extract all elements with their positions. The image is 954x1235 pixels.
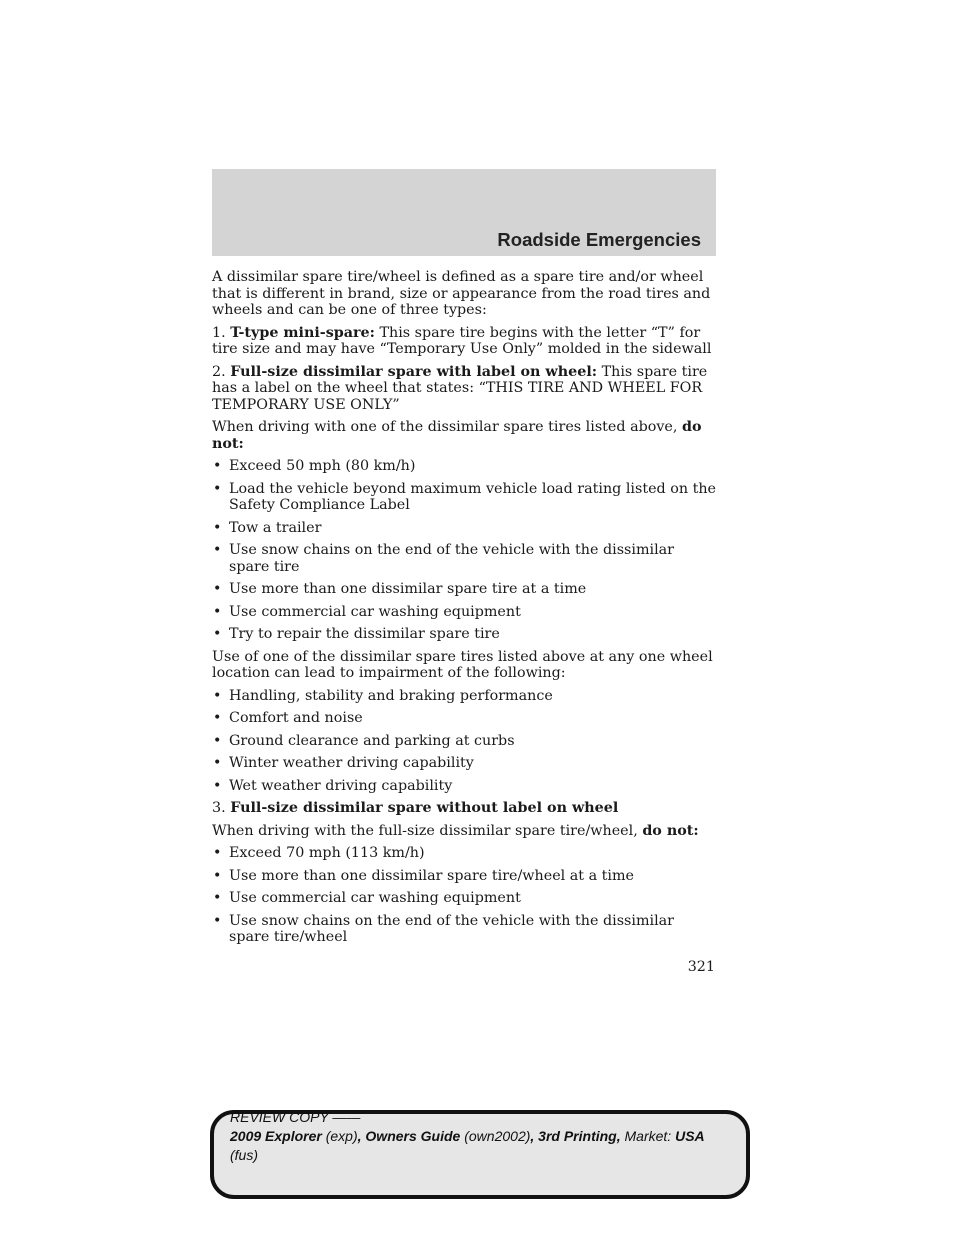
type-2-text: This spare tire has a label on the wheel that states: “THIS TIRE AND WHEEL FOR TEMPORARY USE ONLY” (212, 363, 708, 413)
list-item: • Wet weather driving capability (212, 778, 716, 795)
intro-paragraph: A dissimilar spare tire/wheel is defined as a spare tire and/or wheel that is different in brand, size or appearance from the road tires and wheels and can be one of three types: (212, 269, 711, 318)
list-item: • Use snow chains on the end of the vehicle with the dissimilar spare tire (212, 542, 716, 575)
list-item: • Use more than one dissimilar spare tire at a time (212, 581, 716, 598)
list-item: • Load the vehicle beyond maximum vehicle load rating listed on the Safety Compliance Label (212, 481, 716, 514)
type-1-label: T-type mini-spare: (230, 324, 375, 341)
warning-1-paragraph (212, 419, 716, 452)
list-item: • Winter weather driving capability (212, 755, 716, 772)
type-1-paragraph (212, 325, 716, 358)
printing-info: , 3rd Printing, (530, 1128, 621, 1144)
publication-info (230, 1127, 740, 1146)
guide-name: , Owners Guide (357, 1128, 461, 1144)
list-item: • Use commercial car washing equipment (212, 890, 716, 907)
model-code: (exp) (325, 1128, 358, 1144)
list-item: • Try to repair the dissimilar spare tire (212, 626, 716, 643)
restrictions-list-1 (212, 458, 716, 643)
market-code: (fus) (230, 1147, 258, 1163)
type-1-text: This spare tire begins with the letter “T” for tire size and may have “Temporary Use Only” molded in the sidewall (212, 324, 712, 357)
model-name: 2009 Explorer (230, 1128, 322, 1144)
list-item: • Ground clearance and parking at curbs (212, 733, 716, 750)
warning-2-text: When driving with the full-size dissimilar spare tire/wheel, (212, 822, 638, 839)
warning-1-text: When driving with one of the dissimilar spare tires listed above, (212, 419, 678, 435)
page-number: 321 (687, 959, 715, 975)
type-3-paragraph (212, 800, 716, 817)
review-copy-label: REVIEW COPY —— (230, 1109, 361, 1125)
type-2-number: 2. (212, 363, 226, 380)
type-3-number: 3. (212, 800, 226, 816)
impairment-list (212, 688, 716, 795)
market-name: USA (675, 1128, 705, 1144)
guide-code: (own2002) (464, 1128, 531, 1144)
list-item: • Exceed 50 mph (80 km/h) (212, 458, 716, 475)
list-item: • Exceed 70 mph (113 km/h) (212, 845, 716, 862)
list-item: • Comfort and noise (212, 710, 716, 727)
list-item: • Tow a trailer (212, 520, 716, 537)
type-2-label: Full-size dissimilar spare with label on wheel: (230, 363, 598, 380)
type-1-number: 1. (212, 324, 226, 341)
warning-2-paragraph (212, 823, 716, 840)
type-2-paragraph (212, 364, 716, 414)
section-header-band (212, 169, 716, 256)
list-item: • Use more than one dissimilar spare tire/wheel at a time (212, 868, 716, 885)
warning-1-emphasis: do not: (212, 419, 702, 452)
market-label: Market: (624, 1128, 672, 1144)
list-item: • Use snow chains on the end of the vehicle with the dissimilar spare tire/wheel (212, 913, 716, 946)
impairment-intro-paragraph: Use of one of the dissimilar spare tires listed above at any one wheel location can lead to impairment of the following: (212, 648, 713, 681)
review-copy-text (230, 1108, 740, 1165)
section-title: Roadside Emergencies (497, 229, 701, 250)
type-3-label: Full-size dissimilar spare without label on wheel (230, 800, 619, 816)
warning-2-emphasis: do not: (642, 822, 699, 839)
list-item: • Use commercial car washing equipment (212, 604, 716, 621)
restrictions-list-2 (212, 845, 716, 946)
list-item: • Handling, stability and braking performance (212, 688, 716, 705)
page-content (212, 269, 716, 952)
